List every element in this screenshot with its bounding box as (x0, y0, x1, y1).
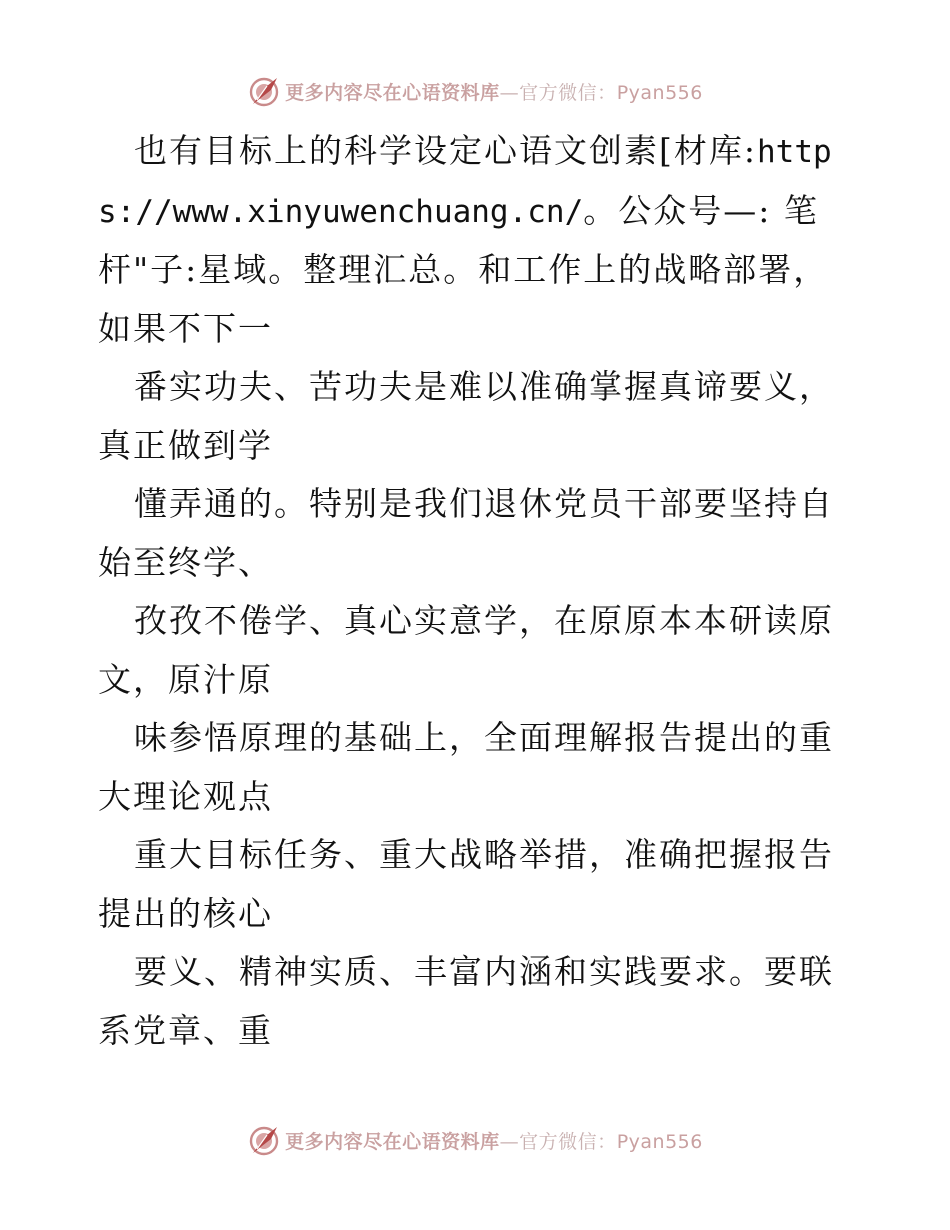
feather-pen-circle-icon (247, 74, 281, 108)
paragraph-6: 重大目标任务、重大战略举措，准确把握报告提出的核心 (98, 835, 834, 933)
document-body (98, 122, 858, 1060)
feather-pen-circle-icon (247, 1123, 281, 1157)
watermark-text: 更多内容尽在心语资料库—官方微信：Pyan556 (285, 1130, 703, 1153)
header-watermark (0, 71, 950, 111)
watermark-text: 更多内容尽在心语资料库—官方微信：Pyan556 (285, 81, 703, 104)
paragraph-2: 番实功夫、苦功夫是难以准确掌握真谛要义，真正做到学 (98, 367, 834, 465)
paragraph-5: 味参悟原理的基础上，全面理解报告提出的重大理论观点 (98, 718, 834, 816)
footer-watermark (0, 1120, 950, 1160)
paragraph-7: 要义、精神实质、丰富内涵和实践要求。要联系党章、重 (98, 952, 834, 1050)
paragraph-4: 孜孜不倦学、真心实意学，在原原本本研读原文，原汁原 (98, 601, 834, 699)
paragraph-1: 也有目标上的科学设定心语文创素[材库:https://www.xinyuwenchuang.cn/。公众号—: 笔杆"子:星域。整理汇总。和工作上的战略部署，如果不下一 (98, 131, 832, 348)
paragraph-3: 懂弄通的。特别是我们退休党员干部要坚持自始至终学、 (98, 484, 834, 582)
